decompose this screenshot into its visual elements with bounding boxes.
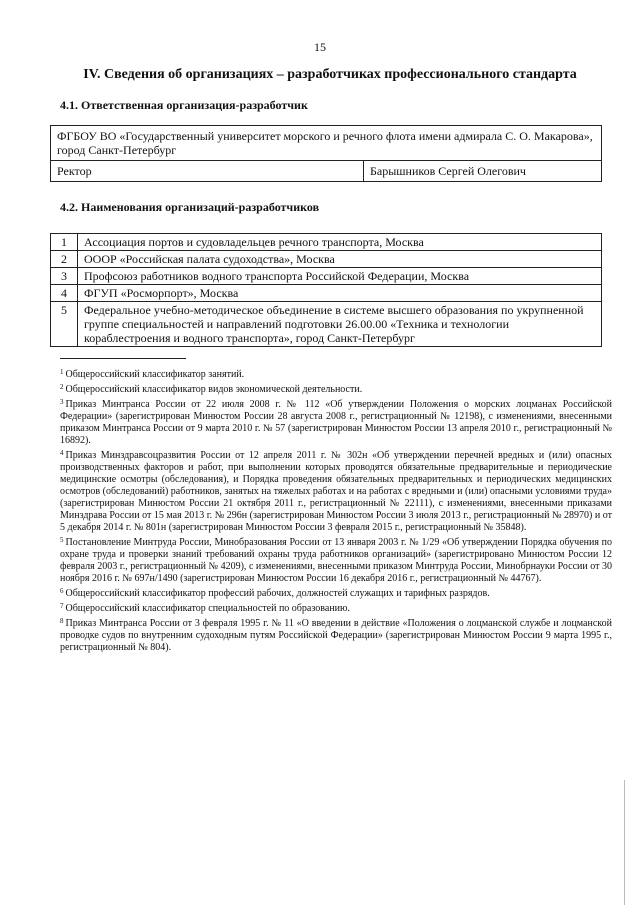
footnote bbox=[60, 366, 612, 381]
org-name: Профсоюз работников водного транспорта Российской Федерации, Москва bbox=[78, 268, 602, 285]
footnote-text: Общероссийский классификатор занятий. bbox=[65, 369, 245, 380]
org-name: Ассоциация портов и судовладельцев речного транспорта, Москва bbox=[78, 234, 602, 251]
footnote-mark: 4 bbox=[60, 449, 64, 457]
table-row bbox=[51, 302, 602, 347]
developer-orgs-heading: 4.2. Наименования организаций-разработчиков bbox=[60, 200, 320, 214]
footnote-text: Приказ Минздравсоцразвития России от 12 апреля 2011 г. № 302н «Об утверждении перечней вредных и (или) опасных производственных факторов и работ, при выполнении которых проводятся обязательные предварительные и периодические медицинские осмотры (обследования), и Порядка проведения обязательных предварительных и периодических медицинских осмотров (обследований) работников, занятых на тяжелых работах и на работах с вредными и (или) опасными условиями труда» (зарегистрирован Минюстом России 21 октября 2011 г., регистрационный № 22111), с изменениями, внесенными приказами Минздрава России от 15 мая 2013 г. № 296н (зарегистрирован Минюстом России 3 июля 2013 г., регистрационный № 28970) и от 5 декабря 2014 г. № 801н (зарегистрирован Минюстом России 3 февраля 2015 г., регистрационный № 35848). bbox=[60, 450, 612, 533]
row-number: 4 bbox=[51, 285, 78, 302]
responsible-org-name: ФГБОУ ВО «Государственный университет морского и речного флота имени адмирала С. О. Макарова», город Санкт-Петербург bbox=[51, 126, 602, 161]
row-number: 2 bbox=[51, 251, 78, 268]
footnote-text: Общероссийский классификатор профессий рабочих, должностей служащих и тарифных разрядов. bbox=[65, 588, 490, 599]
footnote bbox=[60, 381, 612, 396]
table-row bbox=[51, 161, 602, 182]
footnote-mark: 5 bbox=[60, 536, 64, 544]
row-number: 3 bbox=[51, 268, 78, 285]
scan-edge-line bbox=[624, 780, 625, 905]
footnote bbox=[60, 585, 612, 600]
org-name: Федеральное учебно-методическое объединение в системе высшего образования по укрупненной группе специальностей и направлений подготовки 26.00.00 «Техника и технологии кораблестроения и водного транспорта», город Санкт-Петербург bbox=[78, 302, 602, 347]
footnote-text: Постановление Минтруда России, Минобразования России от 13 января 2003 г. № 1/29 «Об утверждении Порядка обучения по охране труда и проверки знаний требований охраны труда работников организаций» (зарегистрировано Минюстом России 12 февраля 2003 г., регистрационный № 4209), с изменениями, внесенными приказом Минтруда России, Минобрнауки России от 30 ноября 2016 г. № 697н/1490 (зарегистрирован Минюстом России 16 декабря 2016 г., регистрационный № 44767). bbox=[60, 537, 612, 584]
org-name: ФГУП «Росморпорт», Москва bbox=[78, 285, 602, 302]
responsible-role: Ректор bbox=[51, 161, 364, 182]
footnote bbox=[60, 615, 612, 654]
footnote bbox=[60, 396, 612, 447]
footnote bbox=[60, 447, 612, 534]
footnotes bbox=[60, 366, 612, 654]
footnote-mark: 7 bbox=[60, 602, 64, 610]
table-row bbox=[51, 251, 602, 268]
footnote-mark: 1 bbox=[60, 368, 64, 376]
table-row bbox=[51, 268, 602, 285]
footnote-text: Общероссийский классификатор специальностей по образованию. bbox=[65, 603, 350, 614]
footnote-mark: 8 bbox=[60, 617, 64, 625]
footnote-text: Приказ Минтранса России от 3 февраля 1995 г. № 11 «О введении в действие «Положения о лоцманской службе и лоцманской проводке судов по внутренним судоходным путям Российской Федерации» (зарегистрирован Минюстом России 9 марта 1995 г., регистрационный № 804). bbox=[60, 618, 612, 653]
table-row bbox=[51, 234, 602, 251]
org-name: ОООР «Российская палата судоходства», Москва bbox=[78, 251, 602, 268]
footnote-mark: 2 bbox=[60, 383, 64, 391]
table-row bbox=[51, 285, 602, 302]
section-title: IV. Сведения об организациях – разработчиках профессионального стандарта bbox=[83, 67, 577, 82]
footnote-text: Общероссийский классификатор видов экономической деятельности. bbox=[65, 384, 363, 395]
row-number: 5 bbox=[51, 302, 78, 347]
footnote-text: Приказ Минтранса России от 22 июля 2008 г. № 112 «Об утверждении Положения о морских лоцманах Российской Федерации» (зарегистрирован Минюстом России 28 августа 2008 г., регистрационный № 12198), с изменениями, внесенными приказом Минтранса России от 9 марта 2010 г. № 57 (зарегистрирован Минюстом России 13 апреля 2010 г., регистрационный № 16892). bbox=[60, 399, 612, 446]
responsible-org-table bbox=[50, 125, 602, 182]
footnote-separator bbox=[60, 358, 186, 359]
page-number: 15 bbox=[314, 40, 326, 54]
table-row bbox=[51, 126, 602, 161]
responsible-person: Барышников Сергей Олегович bbox=[364, 161, 602, 182]
row-number: 1 bbox=[51, 234, 78, 251]
footnote-mark: 6 bbox=[60, 587, 64, 595]
footnote-mark: 3 bbox=[60, 398, 64, 406]
footnote bbox=[60, 600, 612, 615]
footnote bbox=[60, 534, 612, 585]
developer-orgs-table bbox=[50, 233, 602, 347]
responsible-org-heading: 4.1. Ответственная организация-разработчик bbox=[60, 98, 308, 112]
